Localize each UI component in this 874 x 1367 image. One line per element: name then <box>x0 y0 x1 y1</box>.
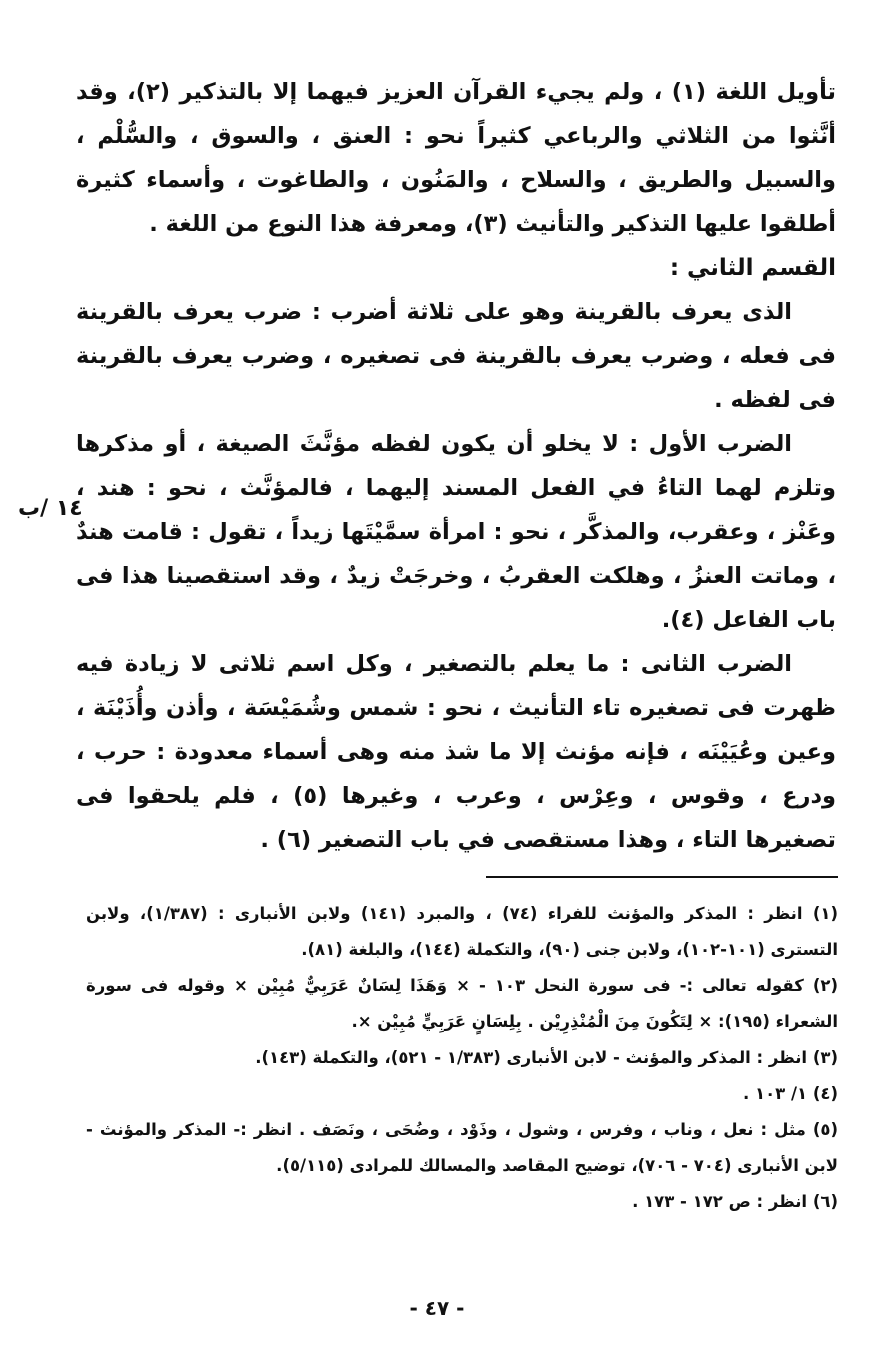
footnote-3: (٣) انظر : المذكر والمؤنث - لابن الأنبارى (١/٣٨٣ - ٥٢١)، والتكملة (١٤٣). <box>255 1048 838 1067</box>
intro-paragraph: تأويل اللغة (١) ، ولم يجيء القرآن العزيز فيهما إلا بالتذكير (٢)، وقد أنَّثوا من الثلاثي والرباعي كثيراً نحو : العنق ، والسوق ، والسُّلْم ، والسبيل والطريق ، والسلاح ، والمَنُون ، والطاغوت ، وأسماء كثيرة أطلقوا عليها التذكير والتأنيث (٣)، ومعرفة هذا النوع من اللغة . <box>76 79 836 237</box>
main-text <box>76 70 836 862</box>
footnotes <box>86 896 838 1220</box>
type-one-paragraph: الضرب الأول : لا يخلو أن يكون لفظه مؤنَّثَ الصيغة ، أو مذكرها وتلزم لهما التاءُ في الفعل المسند إليهما ، فالمؤنَّث ، نحو : هند ، وعَنْز ، وعقرب، والمذكَّر ، نحو : امرأة سمَّيْتَها زيداً ، تقول : قامت هندٌ ، وماتت العنزُ ، وهلكت العقربُ ، وخرجَتْ زيدٌ ، وقد استقصينا هذا فى باب الفاعل (٤). <box>76 431 836 633</box>
footnote-1: (١) انظر : المذكر والمؤنث للفراء (٧٤) ، والمبرد (١٤١) ولابن الأنبارى : (١/٣٨٧)، ولابن التسترى (١٠١-١٠٢)، ولابن جنى (٩٠)، والتكملة (١٤٤)، والبلغة (٨١). <box>86 904 839 959</box>
footnote-6: (٦) انظر : ص ١٧٢ - ١٧٣ . <box>632 1192 838 1211</box>
margin-folio-note: ١٤ /ب <box>18 496 83 521</box>
footnote-separator <box>486 876 838 878</box>
footnote-4: (٤) ١/ ١٠٣ . <box>742 1084 838 1103</box>
footnote-2: (٢) كقوله تعالى :- فى سورة النحل ١٠٣ - × وَهَذَا لِسَانٌ عَرَبِيٌّ مُبِيْن × وقوله فى سورة الشعراء (١٩٥): × لِتَكُونَ مِنَ الْمُنْذِرِيْن . بِلِسَانٍ عَرَبِيٍّ مُبِيْن ×. <box>86 976 838 1031</box>
page-number: - ٤٧ - <box>409 1296 465 1320</box>
type-two-paragraph: الضرب الثانى : ما يعلم بالتصغير ، وكل اسم ثلاثى لا زيادة فيه ظهرت فى تصغيره تاء التأنيث ، نحو : شمس وشُمَيْسَة ، وأذن وأُذَيْنَة ، وعين وعُيَيْنَه ، فإنه مؤنث إلا ما شذ منه وهى أسماء معدودة : حرب ، ودرع ، وقوس ، وعِرْس ، وعرب ، وغيرها (٥) ، فلم يلحقوا فى تصغيرها التاء ، وهذا مستقصى في باب التصغير (٦) . <box>76 651 836 853</box>
footnote-5: (٥) مثل : نعل ، وناب ، وفرس ، وشول ، وذَوْد ، وضُحَى ، ونَصَف . انظر :- المذكر والمؤنث - لابن الأنبارى (٧٠٤ - ٧٠٦)، توضيح المقاصد والمسالك للمرادى (٥/١١٥). <box>86 1120 838 1175</box>
section-heading: القسم الثاني : <box>669 255 836 281</box>
section-intro-paragraph: الذى يعرف بالقرينة وهو على ثلاثة أضرب : ضرب يعرف بالقرينة فى فعله ، وضرب يعرف بالقرينة فى تصغيره ، وضرب يعرف بالقرينة فى لفظه . <box>76 299 836 413</box>
